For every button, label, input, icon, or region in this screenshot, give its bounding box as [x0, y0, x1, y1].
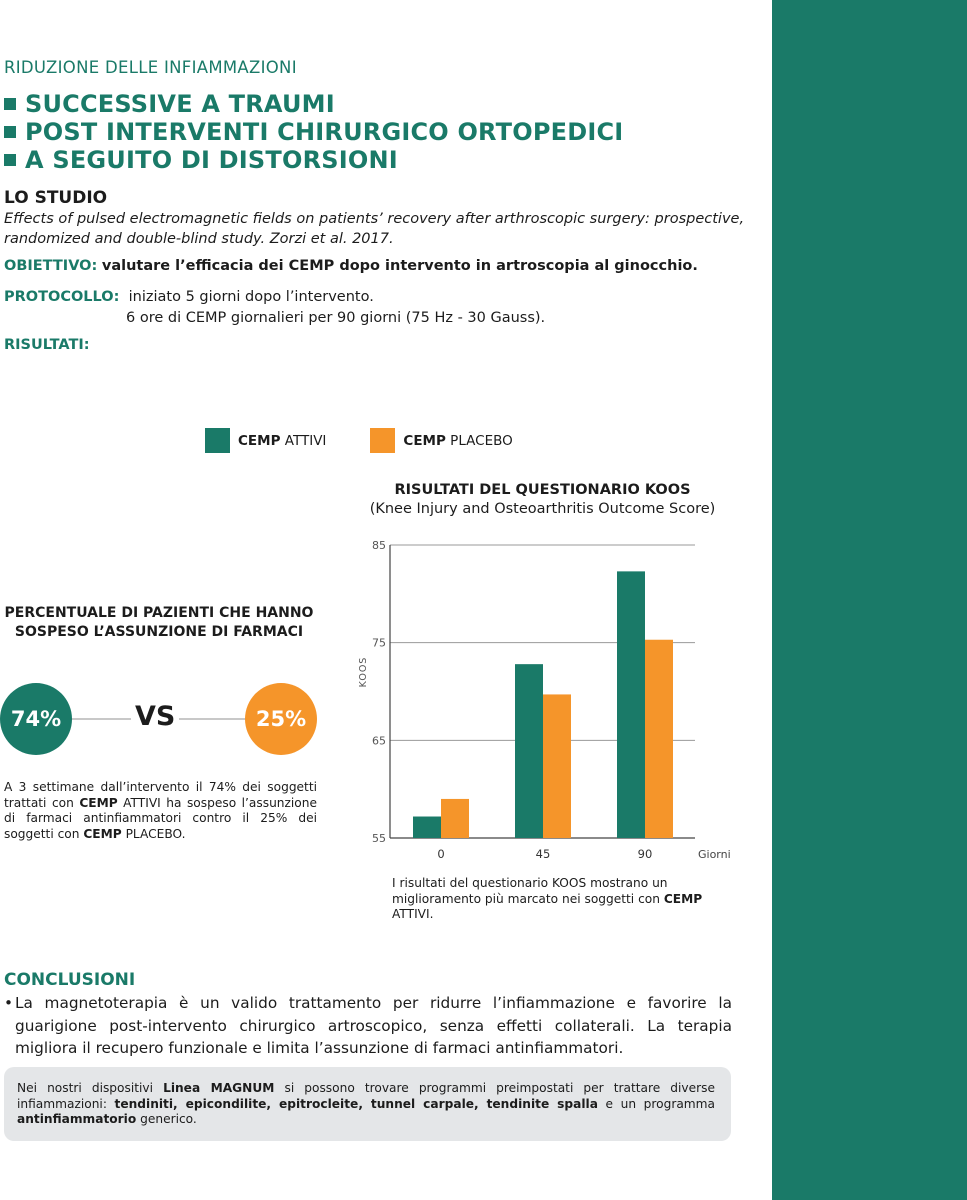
- bullet-item: POST INTERVENTI CHIRURGICO ORTOPEDICI: [4, 118, 623, 146]
- square-bullet-icon: [4, 154, 16, 166]
- y-axis-label: KOOS: [358, 656, 369, 688]
- bar-placebo: [645, 640, 673, 838]
- bullet-dot-icon: •: [4, 994, 14, 1012]
- chart-subtitle: (Knee Injury and Osteoarthritis Outcome Score): [369, 501, 716, 517]
- bullet-item: A SEGUITO DI DISTORSIONI: [4, 146, 623, 174]
- placebo-percent-circle: 25%: [245, 683, 317, 755]
- x-tick-label: 45: [535, 847, 551, 861]
- info-box: [4, 1067, 731, 1141]
- right-sidebar-band: [772, 0, 967, 1200]
- y-tick-label: 55: [372, 832, 386, 845]
- objective-label: OBIETTIVO:: [4, 258, 98, 274]
- bullet-list: [4, 90, 623, 174]
- protocol-line-2: 6 ore di CEMP giornalieri per 90 giorni (75 Hz - 30 Gauss).: [126, 310, 546, 326]
- koos-bar-chart: [340, 530, 760, 870]
- info-box-text: Nei nostri dispositivi Linea MAGNUM si possono trovare programmi preimpostati per trattare diverse infiammazioni: tendiniti, epicondilite, epitrocleite, tunnel carpale, tendinite spalla e un programma antinfiammatorio generico.: [17, 1081, 716, 1126]
- bullet-item: SUCCESSIVE A TRAUMI: [4, 90, 623, 118]
- study-citation: Effects of pulsed electromagnetic fields on patients’ recovery after arthroscopic surgery: prospective, randomized and double-blind study. Zorzi et al. 2017.: [4, 211, 745, 247]
- vs-label: VS: [131, 701, 179, 732]
- conclusions-text: • La magnetoterapia è un valido trattamento per ridurre l’infiammazione e favorire la guarigione post-intervento chirurgico artroscopico, senza effetti collaterali. La terapia migliora il recupero funzionale e limita l’assunzione di farmaci antinfiammatori.: [4, 994, 732, 1057]
- x-axis-label: Giorni: [698, 848, 731, 861]
- active-percent-circle: 74%: [0, 683, 72, 755]
- percent-description: A 3 settimane dall’intervento il 74% dei soggetti trattati con CEMP ATTIVI ha sospeso l’assunzione di farmaci antinfiammatori contro il 25% dei soggetti con CEMP PLACEBO.: [4, 780, 317, 841]
- protocol-label: PROTOCOLLO:: [4, 289, 120, 305]
- protocol-line-1: iniziato 5 giorni dopo l’intervento.: [128, 289, 374, 305]
- bar-placebo: [543, 694, 571, 838]
- results-label: RISULTATI:: [4, 337, 90, 353]
- bar-active: [617, 571, 645, 838]
- chart-title: RISULTATI DEL QUESTIONARIO KOOS: [394, 482, 691, 498]
- legend-item-active: CEMP ATTIVI: [205, 428, 326, 453]
- square-bullet-icon: [4, 126, 16, 138]
- bar-active: [515, 664, 543, 838]
- y-tick-label: 85: [372, 539, 386, 552]
- percent-comparison: [0, 683, 320, 755]
- y-tick-label: 65: [372, 734, 386, 748]
- legend-swatch-active: [205, 428, 230, 453]
- y-tick-label: 75: [372, 636, 386, 650]
- objective: [4, 258, 698, 274]
- objective-text: valutare l’efficacia dei CEMP dopo intervento in artroscopia al ginocchio.: [101, 258, 698, 274]
- bar-placebo: [441, 799, 469, 838]
- percent-title: PERCENTUALE DI PAZIENTI CHE HANNO SOSPESO L’ASSUNZIONE DI FARMACI: [4, 605, 314, 640]
- conclusions-title: CONCLUSIONI: [4, 970, 136, 990]
- legend-item-placebo: CEMP PLACEBO: [370, 428, 512, 453]
- x-tick-label: 0: [437, 847, 445, 861]
- chart-legend: [205, 428, 557, 453]
- x-tick-label: 90: [637, 847, 653, 861]
- square-bullet-icon: [4, 98, 16, 110]
- koos-note: I risultati del questionario KOOS mostrano un miglioramento più marcato nei soggetti con CEMP ATTIVI.: [392, 876, 703, 921]
- bar-active: [413, 817, 441, 838]
- study-title: LO STUDIO: [4, 188, 108, 208]
- section-subtitle: RIDUZIONE DELLE INFIAMMAZIONI: [4, 58, 297, 77]
- legend-swatch-placebo: [370, 428, 395, 453]
- protocol: [4, 287, 545, 329]
